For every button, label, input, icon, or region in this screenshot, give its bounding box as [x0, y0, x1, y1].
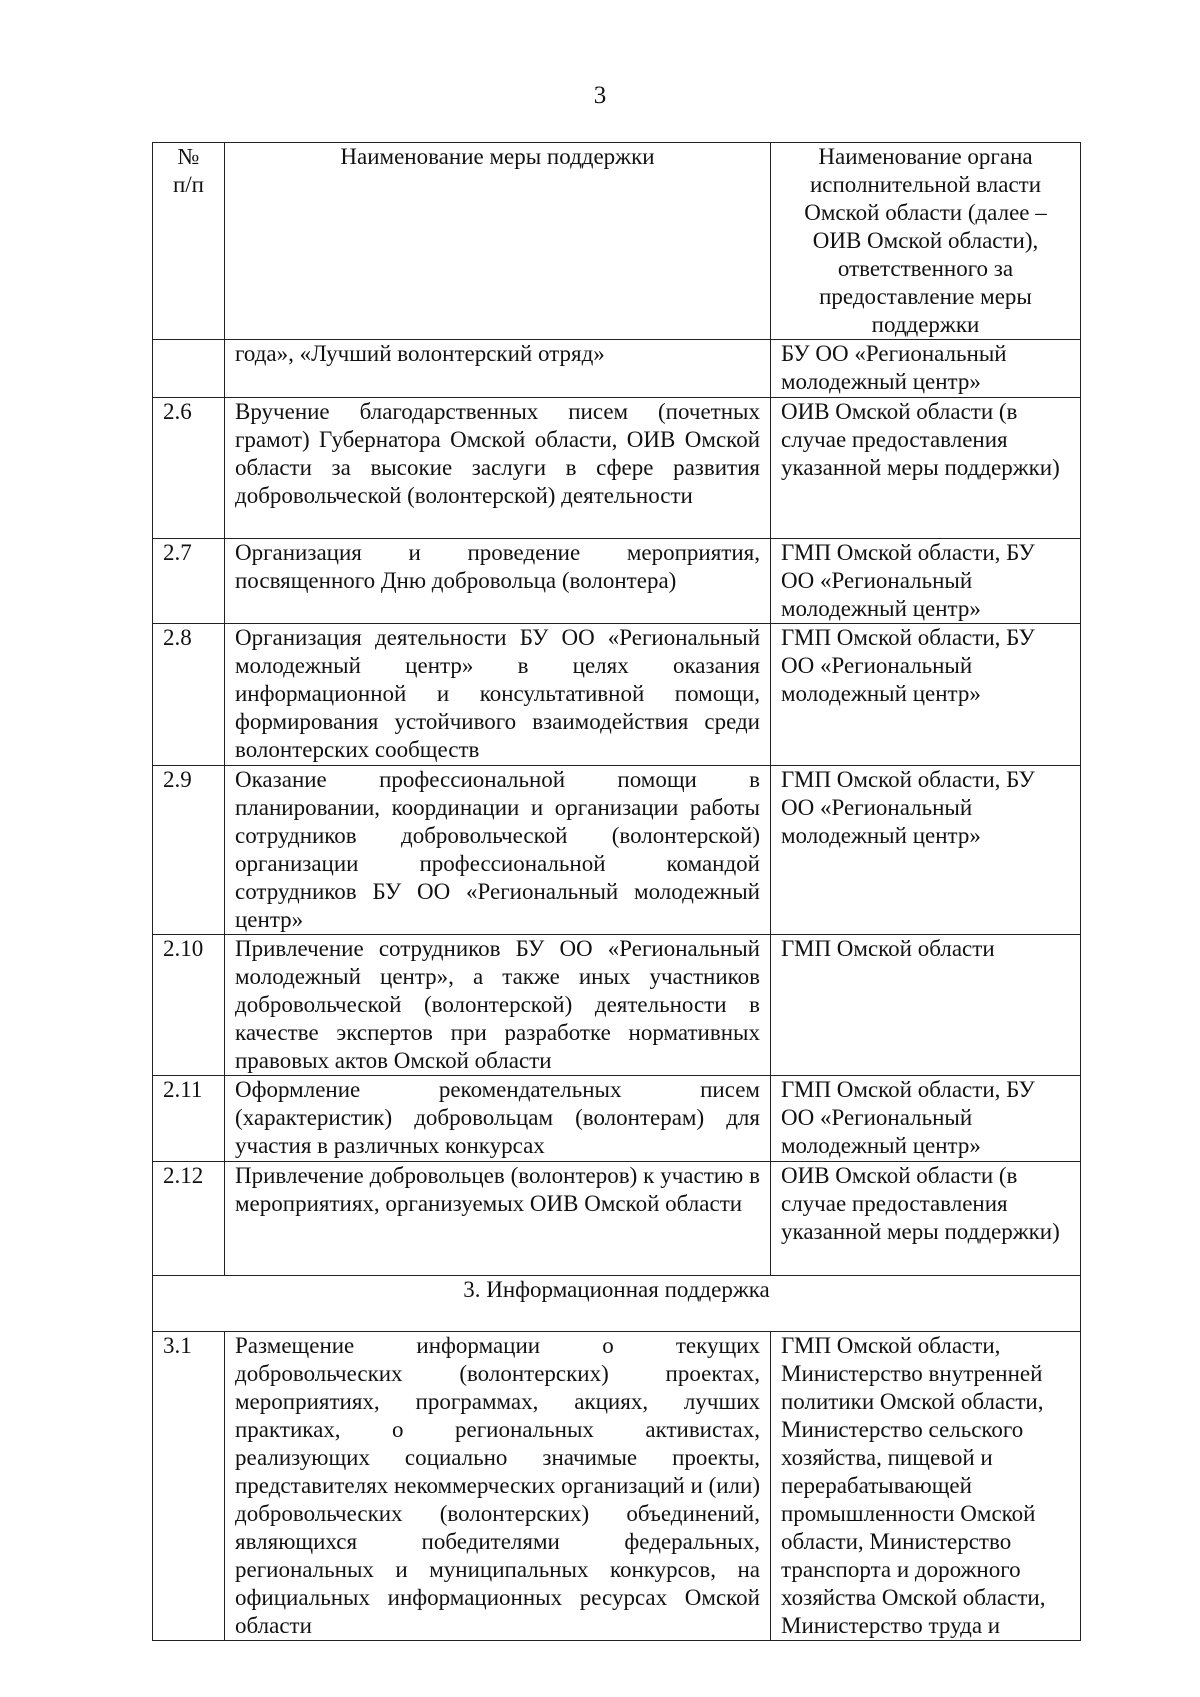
row-num: 2.12	[153, 1162, 225, 1276]
row-measure: Оформление рекомендательных писем (характеристик) добровольцам (волонтерам) для участия в различных конкурсах	[225, 1076, 771, 1162]
table-row	[153, 398, 1081, 539]
row-organ: ГМП Омской области, БУ ОО «Региональный молодежный центр»	[771, 624, 1081, 766]
row-organ: ГМП Омской области, БУ ОО «Региональный молодежный центр»	[771, 1076, 1081, 1162]
row-measure: Размещение информации о текущих добровольческих (волонтерских) проектах, мероприятиях, программах, акциях, лучших практиках, о региональных активистах, реализующих социально значимые проекты, представителях некоммерческих организаций и (или) добровольческих (волонтерских) объединений, являющихся победителями федеральных, региональных и муниципальных конкурсов, на официальных информационных ресурсах Омской области	[225, 1332, 771, 1641]
header-organ: Наименование органа исполнительной власти Омской области (далее – ОИВ Омской области), ответственного за предоставление меры поддержки	[771, 143, 1081, 340]
section-title: 3. Информационная поддержка	[153, 1276, 1081, 1332]
table-row	[153, 340, 1081, 398]
section-row	[153, 1276, 1081, 1332]
table-row	[153, 766, 1081, 935]
row-num: 2.10	[153, 935, 225, 1076]
row-num: 2.9	[153, 766, 225, 935]
row-measure: Привлечение сотрудников БУ ОО «Региональный молодежный центр», а также иных участников добровольческой (волонтерской) деятельности в качестве экспертов при разработке нормативных правовых актов Омской области	[225, 935, 771, 1076]
row-measure: Организация и проведение мероприятия, посвященного Дню добровольца (волонтера)	[225, 539, 771, 624]
row-measure: Оказание профессиональной помощи в планировании, координации и организации работы сотрудников добровольческой (волонтерской) организации профессиональной командой сотрудников БУ ОО «Региональный молодежный центр»	[225, 766, 771, 935]
row-num: 2.7	[153, 539, 225, 624]
table-row	[153, 1332, 1081, 1641]
row-measure: года», «Лучший волонтерский отряд»	[225, 340, 771, 398]
row-num: 3.1	[153, 1332, 225, 1641]
table-row	[153, 539, 1081, 624]
row-num: 2.8	[153, 624, 225, 766]
row-organ: БУ ОО «Региональный молодежный центр»	[771, 340, 1081, 398]
support-measures-table	[152, 142, 1081, 1641]
row-organ: ГМП Омской области, БУ ОО «Региональный молодежный центр»	[771, 539, 1081, 624]
table-row	[153, 935, 1081, 1076]
row-organ: ОИВ Омской области (в случае предоставления указанной меры поддержки)	[771, 1162, 1081, 1276]
row-organ: ГМП Омской области, Министерство внутренней политики Омской области, Министерство сельского хозяйства, пищевой и перерабатывающей промышленности Омской области, Министерство транспорта и дорожного хозяйства Омской области, Министерство труда и	[771, 1332, 1081, 1641]
table-row	[153, 624, 1081, 766]
row-measure: Организация деятельности БУ ОО «Региональный молодежный центр» в целях оказания информационной и консультативной помощи, формирования устойчивого взаимодействия среди волонтерских сообществ	[225, 624, 771, 766]
row-organ: ГМП Омской области	[771, 935, 1081, 1076]
table-row	[153, 1076, 1081, 1162]
page-number: 3	[593, 82, 607, 109]
row-measure: Вручение благодарственных писем (почетных грамот) Губернатора Омской области, ОИВ Омской области за высокие заслуги в сфере развития добровольческой (волонтерской) деятельности	[225, 398, 771, 539]
header-num: № п/п	[153, 143, 225, 340]
row-num	[153, 340, 225, 398]
header-measure: Наименование меры поддержки	[225, 143, 771, 340]
row-num: 2.11	[153, 1076, 225, 1162]
row-organ: ГМП Омской области, БУ ОО «Региональный молодежный центр»	[771, 766, 1081, 935]
table-row	[153, 1162, 1081, 1276]
row-num: 2.6	[153, 398, 225, 539]
row-organ: ОИВ Омской области (в случае предоставления указанной меры поддержки)	[771, 398, 1081, 539]
row-measure: Привлечение добровольцев (волонтеров) к участию в мероприятиях, организуемых ОИВ Омской области	[225, 1162, 771, 1276]
table-header-row	[153, 143, 1081, 340]
